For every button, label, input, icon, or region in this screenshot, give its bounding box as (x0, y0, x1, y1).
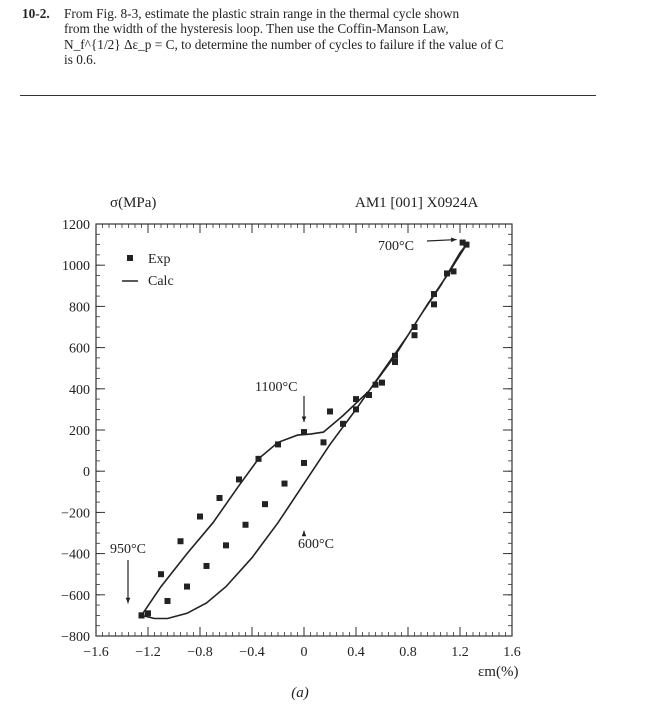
exp-point (353, 406, 359, 412)
exp-point (223, 542, 229, 548)
legend (122, 252, 174, 289)
problem-line-2: from the width of the hysteresis loop. Then use the Coffin-Manson Law, (64, 21, 449, 37)
exp-point (366, 392, 372, 398)
exp-point (464, 242, 470, 248)
legend-exp-marker (127, 255, 133, 261)
x-tick-label: 0.8 (399, 645, 417, 660)
annotation-1100c-arrowhead (302, 417, 307, 423)
exp-point (327, 408, 333, 414)
exp-point (204, 563, 210, 569)
exp-point (353, 396, 359, 402)
y-tick-label: 0 (83, 465, 90, 481)
annotation-700c-arrowhead (451, 238, 457, 243)
exp-point (197, 514, 203, 520)
exp-point (262, 501, 268, 507)
y-tick-label: 1200 (62, 218, 90, 233)
y-tick-label: −600 (61, 588, 90, 604)
x-tick-label: −1.6 (83, 645, 109, 660)
exp-point (301, 460, 307, 466)
exp-point (139, 612, 145, 618)
y-tick-label: 400 (69, 382, 90, 398)
y-tick-label: −800 (61, 630, 90, 645)
problem-number: 10-2. (22, 6, 50, 21)
exp-point (165, 598, 171, 604)
exp-point (256, 456, 262, 462)
y-tick-label: 600 (69, 341, 90, 357)
exp-point (379, 380, 385, 386)
exp-point (431, 291, 437, 297)
problem-line-1: From Fig. 8-3, estimate the plastic strain range in the thermal cycle shown (64, 6, 460, 21)
x-tick-label: 1.2 (451, 645, 469, 660)
exp-point (431, 301, 437, 307)
x-tick-label: −1.2 (135, 645, 161, 660)
exp-point (236, 476, 242, 482)
exp-point (243, 522, 249, 528)
y-tick-label: 800 (69, 300, 90, 316)
exp-point (158, 571, 164, 577)
exp-point (392, 359, 398, 365)
exp-point (451, 268, 457, 274)
legend-calc-label: Calc (148, 274, 174, 289)
annotations (110, 238, 457, 604)
chart-title: AM1 [001] X0924A (355, 195, 479, 211)
y-axis-label: σ(MPa) (110, 195, 157, 211)
annotation-600c-label: 600°C (298, 537, 334, 552)
problem-line-3: N_f^{1/2} Δε_p = C, to determine the number of cycles to failure if the value of C (64, 36, 504, 52)
exp-point (145, 610, 151, 616)
exp-point (282, 481, 288, 487)
x-tick-label: 0 (300, 645, 308, 660)
exp-point (392, 353, 398, 359)
tick-labels (61, 218, 521, 660)
annotation-600c-arrowhead (302, 531, 307, 537)
annotation-950c-arrowhead (126, 598, 131, 604)
exp-point (178, 538, 184, 544)
exp-point (217, 495, 223, 501)
legend-exp-label: Exp (148, 252, 171, 267)
exp-point (301, 429, 307, 435)
exp-point (184, 584, 190, 590)
exp-point (412, 324, 418, 330)
y-tick-label: −400 (61, 547, 90, 563)
y-tick-label: −200 (61, 506, 90, 522)
x-tick-label: 0.4 (347, 645, 365, 660)
x-axis-label: εm(%) (478, 664, 519, 680)
annotation-950c-label: 950°C (110, 542, 146, 557)
exp-point (275, 441, 281, 447)
figure-caption: (a) (291, 685, 309, 701)
y-tick-label: 200 (69, 424, 90, 439)
x-tick-label: −0.4 (239, 645, 265, 660)
x-tick-label: 1.6 (503, 645, 521, 660)
annotation-700c-label: 700°C (378, 239, 414, 254)
problem-line-4: is 0.6. (64, 52, 97, 68)
exp-series (139, 240, 470, 619)
y-tick-label: 1000 (62, 259, 90, 275)
exp-point (373, 382, 379, 388)
exp-point (321, 439, 327, 445)
x-tick-label: −0.8 (187, 645, 213, 660)
exp-point (412, 332, 418, 338)
annotation-1100c-label: 1100°C (255, 380, 298, 395)
exp-point (444, 270, 450, 276)
exp-point (340, 421, 346, 427)
